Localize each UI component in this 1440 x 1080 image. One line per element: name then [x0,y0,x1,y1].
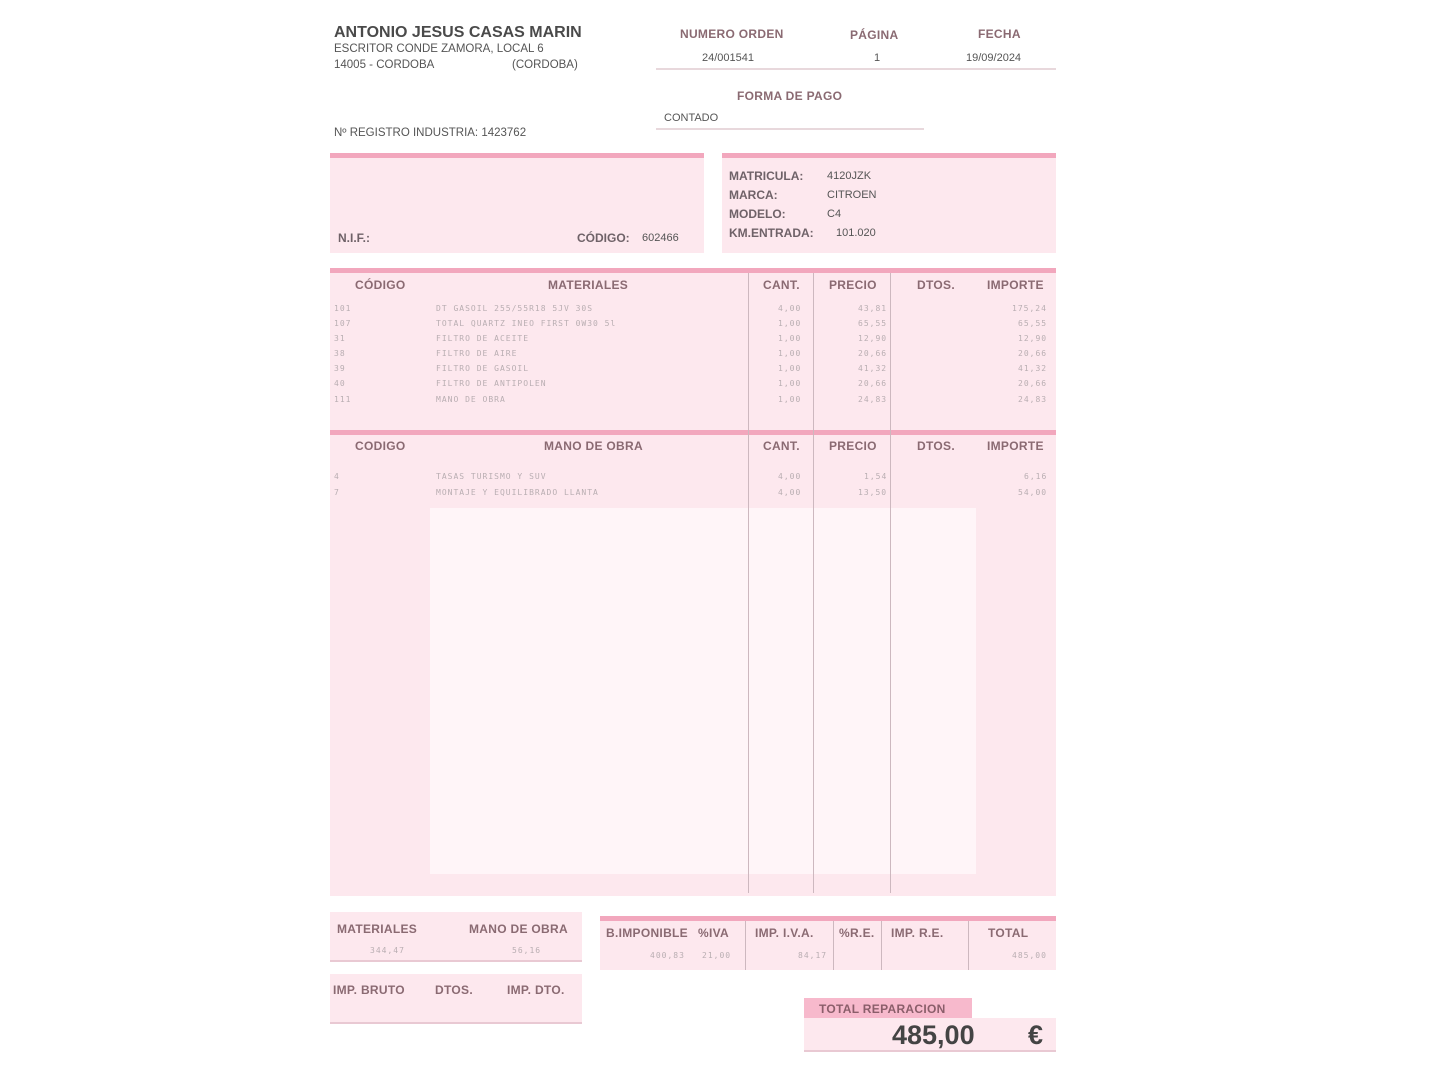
order-number-label: NUMERO ORDEN [680,27,784,41]
base-value: 400,83 [650,951,685,960]
table-row: 4 TASAS TURISMO Y SUV 4,00 1,54 6,16 [334,472,1048,481]
date-label: FECHA [978,27,1021,41]
re-pct-label: %R.E. [839,926,875,940]
materials-total: 344,47 [370,946,405,955]
gross-label: IMP. BRUTO [333,983,405,997]
nif-label: N.I.F.: [338,231,370,245]
model-value: C4 [827,208,842,220]
client-code: 602466 [642,232,679,244]
labor-total-label: MANO DE OBRA [469,922,568,936]
plate-value: 4120JZK [827,170,872,182]
gross-box [330,974,582,1024]
plate-label: MATRICULA: [729,169,804,183]
table-row: 111 MANO DE OBRA 1,00 24,83 24,83 [334,395,1048,404]
labor-code-header: CODIGO [355,439,406,453]
tax-total-value: 485,00 [1012,951,1047,960]
order-number: 24/001541 [702,52,754,64]
company-postal-city: 14005 - CORDOBA [334,59,435,71]
company-address: ESCRITOR CONDE ZAMORA, LOCAL 6 [334,43,544,55]
tax-total-label: TOTAL [988,926,1029,940]
table-row: 7 MONTAJE Y EQUILIBRADO LLANTA 4,00 13,50 54,00 [334,488,1048,497]
mat-disc-header: DTOS. [917,278,955,292]
model-label: MODELO: [729,207,786,221]
km-value: 101.020 [836,227,876,239]
mat-price-header: PRECIO [829,278,877,292]
brand-label: MARCA: [729,188,778,202]
company-registry: Nº REGISTRO INDUSTRIA: 1423762 [334,127,527,139]
payment-label: FORMA DE PAGO [737,89,843,103]
page-label: PÁGINA [850,28,899,42]
vehicle-box [722,153,1056,253]
labor-price-header: PRECIO [829,439,877,453]
mat-desc-header: MATERIALES [548,278,629,292]
mat-qty-header: CANT. [763,278,800,292]
page-number: 1 [874,52,881,64]
labor-qty-header: CANT. [763,439,800,453]
company-province: (CORDOBA) [512,59,578,71]
discount-amount-label: IMP. DTO. [507,983,565,997]
order-underline [656,68,1056,70]
table-row: 101 DT GASOIL 255/55R18 5JV 30S 4,00 43,81 175,24 [334,304,1047,313]
mat-amount-header: IMPORTE [987,278,1044,292]
client-code-label: CÓDIGO: [577,231,630,245]
vat-amount-value: 84,17 [798,951,828,960]
labor-amount-header: IMPORTE [987,439,1044,453]
vat-pct-label: %IVA [698,926,729,940]
labor-desc-header: MANO DE OBRA [544,439,643,453]
total-repair-value: 485,00 [892,1020,975,1050]
table-row: 31 FILTRO DE ACEITE 1,00 12,90 12,90 [334,334,1048,343]
company-name: ANTONIO JESUS CASAS MARIN [334,24,582,41]
vat-pct-value: 21,00 [702,951,732,960]
taxes-box [600,916,1056,970]
table-row: 39 FILTRO DE GASOIL 1,00 41,32 41,32 [334,364,1048,373]
brand-value: CITROEN [827,189,877,201]
re-amount-label: IMP. R.E. [891,926,944,940]
table-row: 107 TOTAL QUARTZ INEO FIRST 0W30 5l 1,00 65,55 65,55 [334,319,1048,328]
client-box [330,153,704,253]
vat-amount-label: IMP. I.V.A. [755,926,814,940]
table-row: 40 FILTRO DE ANTIPOLEN 1,00 20,66 20,66 [334,379,1048,388]
base-label: B.IMPONIBLE [606,926,688,940]
payment-underline [656,128,924,130]
mat-code-header: CÓDIGO [355,278,406,292]
km-label: KM.ENTRADA: [729,226,814,240]
subtotals-box [330,912,582,962]
labor-disc-header: DTOS. [917,439,955,453]
discount-label: DTOS. [435,983,473,997]
materials-total-label: MATERIALES [337,922,418,936]
invoice-page [326,0,1060,1080]
total-repair-label: TOTAL REPARACION [819,1002,946,1016]
payment-value: CONTADO [664,112,719,124]
table-row: 38 FILTRO DE AIRE 1,00 20,66 20,66 [334,349,1048,358]
labor-total: 56,16 [512,946,542,955]
order-date: 19/09/2024 [966,52,1022,64]
euro-currency-icon: € [1028,1020,1044,1050]
